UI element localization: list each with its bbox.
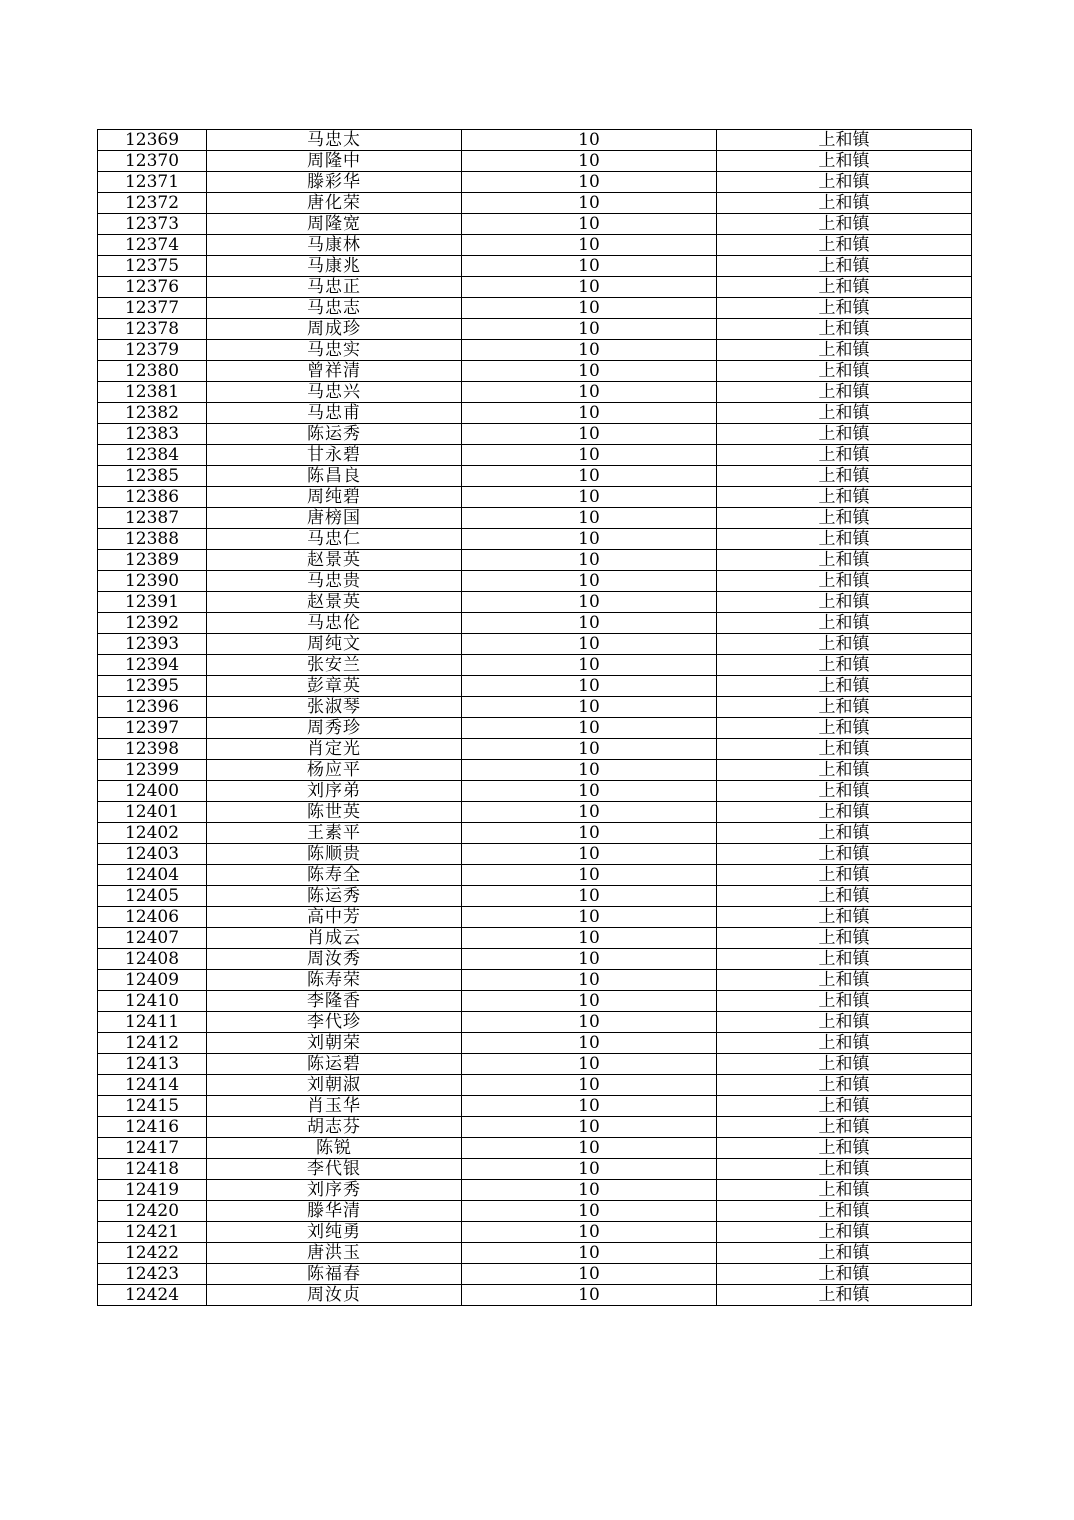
amount-cell: 10 xyxy=(462,382,717,403)
name-cell: 李代银 xyxy=(207,1159,462,1180)
amount-cell: 10 xyxy=(462,1138,717,1159)
name-cell: 李代珍 xyxy=(207,1012,462,1033)
name-cell: 陈锐 xyxy=(207,1138,462,1159)
table-row xyxy=(98,718,972,739)
town-cell: 上和镇 xyxy=(717,613,972,634)
amount-cell: 10 xyxy=(462,1012,717,1033)
table-row xyxy=(98,319,972,340)
amount-cell: 10 xyxy=(462,151,717,172)
row-number-cell: 12409 xyxy=(98,970,207,991)
table-row xyxy=(98,235,972,256)
table-row xyxy=(98,1075,972,1096)
town-cell: 上和镇 xyxy=(717,172,972,193)
row-number-cell: 12395 xyxy=(98,676,207,697)
row-number-cell: 12419 xyxy=(98,1180,207,1201)
row-number-cell: 12392 xyxy=(98,613,207,634)
row-number-cell: 12414 xyxy=(98,1075,207,1096)
town-cell: 上和镇 xyxy=(717,802,972,823)
town-cell: 上和镇 xyxy=(717,886,972,907)
town-cell: 上和镇 xyxy=(717,739,972,760)
row-number-cell: 12387 xyxy=(98,508,207,529)
table-row xyxy=(98,781,972,802)
row-number-cell: 12424 xyxy=(98,1285,207,1306)
town-cell: 上和镇 xyxy=(717,445,972,466)
row-number-cell: 12410 xyxy=(98,991,207,1012)
amount-cell: 10 xyxy=(462,235,717,256)
table-row xyxy=(98,151,972,172)
name-cell: 陈福春 xyxy=(207,1264,462,1285)
row-number-cell: 12401 xyxy=(98,802,207,823)
name-cell: 赵景英 xyxy=(207,550,462,571)
town-cell: 上和镇 xyxy=(717,865,972,886)
name-cell: 肖定光 xyxy=(207,739,462,760)
table-row xyxy=(98,508,972,529)
table-row xyxy=(98,193,972,214)
table-row xyxy=(98,739,972,760)
name-cell: 马忠兴 xyxy=(207,382,462,403)
town-cell: 上和镇 xyxy=(717,1075,972,1096)
amount-cell: 10 xyxy=(462,613,717,634)
table-row xyxy=(98,571,972,592)
row-number-cell: 12374 xyxy=(98,235,207,256)
amount-cell: 10 xyxy=(462,886,717,907)
row-number-cell: 12402 xyxy=(98,823,207,844)
amount-cell: 10 xyxy=(462,739,717,760)
amount-cell: 10 xyxy=(462,760,717,781)
town-cell: 上和镇 xyxy=(717,571,972,592)
name-cell: 陈世英 xyxy=(207,802,462,823)
town-cell: 上和镇 xyxy=(717,529,972,550)
table-row xyxy=(98,1117,972,1138)
row-number-cell: 12397 xyxy=(98,718,207,739)
amount-cell: 10 xyxy=(462,634,717,655)
row-number-cell: 12385 xyxy=(98,466,207,487)
table-row xyxy=(98,844,972,865)
amount-cell: 10 xyxy=(462,655,717,676)
row-number-cell: 12404 xyxy=(98,865,207,886)
name-cell: 曾祥清 xyxy=(207,361,462,382)
town-cell: 上和镇 xyxy=(717,403,972,424)
amount-cell: 10 xyxy=(462,907,717,928)
row-number-cell: 12375 xyxy=(98,256,207,277)
name-cell: 彭章英 xyxy=(207,676,462,697)
town-cell: 上和镇 xyxy=(717,1180,972,1201)
name-cell: 唐化荣 xyxy=(207,193,462,214)
table-row xyxy=(98,214,972,235)
name-cell: 滕华清 xyxy=(207,1201,462,1222)
row-number-cell: 12423 xyxy=(98,1264,207,1285)
name-cell: 陈昌良 xyxy=(207,466,462,487)
row-number-cell: 12418 xyxy=(98,1159,207,1180)
town-cell: 上和镇 xyxy=(717,487,972,508)
name-cell: 陈运碧 xyxy=(207,1054,462,1075)
row-number-cell: 12416 xyxy=(98,1117,207,1138)
name-cell: 周纯碧 xyxy=(207,487,462,508)
table-row xyxy=(98,760,972,781)
name-cell: 周汝秀 xyxy=(207,949,462,970)
town-cell: 上和镇 xyxy=(717,361,972,382)
amount-cell: 10 xyxy=(462,466,717,487)
table-row xyxy=(98,550,972,571)
table-row xyxy=(98,1159,972,1180)
amount-cell: 10 xyxy=(462,823,717,844)
name-cell: 李隆香 xyxy=(207,991,462,1012)
table-body xyxy=(98,130,972,1306)
amount-cell: 10 xyxy=(462,571,717,592)
table-row xyxy=(98,1054,972,1075)
row-number-cell: 12376 xyxy=(98,277,207,298)
name-cell: 周隆宽 xyxy=(207,214,462,235)
table-row xyxy=(98,1012,972,1033)
amount-cell: 10 xyxy=(462,193,717,214)
town-cell: 上和镇 xyxy=(717,1201,972,1222)
table-row xyxy=(98,1285,972,1306)
name-cell: 周秀珍 xyxy=(207,718,462,739)
town-cell: 上和镇 xyxy=(717,151,972,172)
table-row xyxy=(98,172,972,193)
row-number-cell: 12379 xyxy=(98,340,207,361)
row-number-cell: 12399 xyxy=(98,760,207,781)
town-cell: 上和镇 xyxy=(717,781,972,802)
town-cell: 上和镇 xyxy=(717,1138,972,1159)
name-cell: 陈运秀 xyxy=(207,424,462,445)
row-number-cell: 12403 xyxy=(98,844,207,865)
town-cell: 上和镇 xyxy=(717,676,972,697)
table-row xyxy=(98,592,972,613)
town-cell: 上和镇 xyxy=(717,823,972,844)
row-number-cell: 12422 xyxy=(98,1243,207,1264)
row-number-cell: 12370 xyxy=(98,151,207,172)
amount-cell: 10 xyxy=(462,172,717,193)
row-number-cell: 12411 xyxy=(98,1012,207,1033)
name-cell: 肖玉华 xyxy=(207,1096,462,1117)
row-number-cell: 12373 xyxy=(98,214,207,235)
row-number-cell: 12421 xyxy=(98,1222,207,1243)
town-cell: 上和镇 xyxy=(717,1222,972,1243)
name-cell: 周汝贞 xyxy=(207,1285,462,1306)
table-row xyxy=(98,1096,972,1117)
table-row xyxy=(98,1180,972,1201)
table-row xyxy=(98,1243,972,1264)
town-cell: 上和镇 xyxy=(717,697,972,718)
amount-cell: 10 xyxy=(462,487,717,508)
name-cell: 周纯文 xyxy=(207,634,462,655)
name-cell: 陈寿全 xyxy=(207,865,462,886)
table-row xyxy=(98,949,972,970)
table-row xyxy=(98,802,972,823)
name-cell: 张安兰 xyxy=(207,655,462,676)
name-cell: 周成珍 xyxy=(207,319,462,340)
row-number-cell: 12389 xyxy=(98,550,207,571)
amount-cell: 10 xyxy=(462,529,717,550)
table-row xyxy=(98,823,972,844)
table-row xyxy=(98,403,972,424)
amount-cell: 10 xyxy=(462,277,717,298)
name-cell: 刘朝荣 xyxy=(207,1033,462,1054)
amount-cell: 10 xyxy=(462,361,717,382)
amount-cell: 10 xyxy=(462,970,717,991)
amount-cell: 10 xyxy=(462,1222,717,1243)
name-cell: 陈寿荣 xyxy=(207,970,462,991)
row-number-cell: 12384 xyxy=(98,445,207,466)
row-number-cell: 12391 xyxy=(98,592,207,613)
town-cell: 上和镇 xyxy=(717,466,972,487)
amount-cell: 10 xyxy=(462,508,717,529)
table-row xyxy=(98,361,972,382)
row-number-cell: 12400 xyxy=(98,781,207,802)
data-table xyxy=(97,129,972,1306)
table-row xyxy=(98,466,972,487)
amount-cell: 10 xyxy=(462,130,717,151)
table-row xyxy=(98,1138,972,1159)
row-number-cell: 12393 xyxy=(98,634,207,655)
name-cell: 甘永碧 xyxy=(207,445,462,466)
town-cell: 上和镇 xyxy=(717,298,972,319)
town-cell: 上和镇 xyxy=(717,718,972,739)
town-cell: 上和镇 xyxy=(717,1012,972,1033)
name-cell: 张淑琴 xyxy=(207,697,462,718)
table-row xyxy=(98,865,972,886)
name-cell: 刘朝淑 xyxy=(207,1075,462,1096)
name-cell: 马忠志 xyxy=(207,298,462,319)
amount-cell: 10 xyxy=(462,424,717,445)
amount-cell: 10 xyxy=(462,1075,717,1096)
name-cell: 胡志芬 xyxy=(207,1117,462,1138)
town-cell: 上和镇 xyxy=(717,1285,972,1306)
town-cell: 上和镇 xyxy=(717,277,972,298)
town-cell: 上和镇 xyxy=(717,844,972,865)
name-cell: 陈顺贵 xyxy=(207,844,462,865)
amount-cell: 10 xyxy=(462,1264,717,1285)
town-cell: 上和镇 xyxy=(717,907,972,928)
name-cell: 赵景英 xyxy=(207,592,462,613)
town-cell: 上和镇 xyxy=(717,1054,972,1075)
amount-cell: 10 xyxy=(462,1180,717,1201)
town-cell: 上和镇 xyxy=(717,193,972,214)
row-number-cell: 12390 xyxy=(98,571,207,592)
table-row xyxy=(98,655,972,676)
amount-cell: 10 xyxy=(462,865,717,886)
town-cell: 上和镇 xyxy=(717,1096,972,1117)
name-cell: 杨应平 xyxy=(207,760,462,781)
name-cell: 唐榜国 xyxy=(207,508,462,529)
name-cell: 马康兆 xyxy=(207,256,462,277)
row-number-cell: 12386 xyxy=(98,487,207,508)
name-cell: 马忠甫 xyxy=(207,403,462,424)
town-cell: 上和镇 xyxy=(717,214,972,235)
row-number-cell: 12406 xyxy=(98,907,207,928)
table-row xyxy=(98,487,972,508)
row-number-cell: 12398 xyxy=(98,739,207,760)
row-number-cell: 12415 xyxy=(98,1096,207,1117)
name-cell: 滕彩华 xyxy=(207,172,462,193)
amount-cell: 10 xyxy=(462,928,717,949)
amount-cell: 10 xyxy=(462,298,717,319)
name-cell: 高中芳 xyxy=(207,907,462,928)
amount-cell: 10 xyxy=(462,1033,717,1054)
table-row xyxy=(98,529,972,550)
amount-cell: 10 xyxy=(462,697,717,718)
row-number-cell: 12405 xyxy=(98,886,207,907)
row-number-cell: 12413 xyxy=(98,1054,207,1075)
table-row xyxy=(98,298,972,319)
name-cell: 唐洪玉 xyxy=(207,1243,462,1264)
amount-cell: 10 xyxy=(462,1054,717,1075)
table-row xyxy=(98,130,972,151)
table-row xyxy=(98,613,972,634)
town-cell: 上和镇 xyxy=(717,235,972,256)
row-number-cell: 12388 xyxy=(98,529,207,550)
name-cell: 马忠仁 xyxy=(207,529,462,550)
table-row xyxy=(98,424,972,445)
table-row xyxy=(98,676,972,697)
table-row xyxy=(98,928,972,949)
amount-cell: 10 xyxy=(462,781,717,802)
town-cell: 上和镇 xyxy=(717,1033,972,1054)
table-row xyxy=(98,634,972,655)
amount-cell: 10 xyxy=(462,403,717,424)
town-cell: 上和镇 xyxy=(717,1264,972,1285)
table-row xyxy=(98,970,972,991)
name-cell: 马忠正 xyxy=(207,277,462,298)
table-row xyxy=(98,382,972,403)
name-cell: 王素平 xyxy=(207,823,462,844)
town-cell: 上和镇 xyxy=(717,970,972,991)
name-cell: 刘序弟 xyxy=(207,781,462,802)
town-cell: 上和镇 xyxy=(717,634,972,655)
amount-cell: 10 xyxy=(462,1201,717,1222)
name-cell: 陈运秀 xyxy=(207,886,462,907)
amount-cell: 10 xyxy=(462,1159,717,1180)
town-cell: 上和镇 xyxy=(717,1117,972,1138)
table-row xyxy=(98,340,972,361)
row-number-cell: 12408 xyxy=(98,949,207,970)
town-cell: 上和镇 xyxy=(717,1243,972,1264)
town-cell: 上和镇 xyxy=(717,655,972,676)
row-number-cell: 12407 xyxy=(98,928,207,949)
amount-cell: 10 xyxy=(462,445,717,466)
amount-cell: 10 xyxy=(462,844,717,865)
amount-cell: 10 xyxy=(462,256,717,277)
row-number-cell: 12394 xyxy=(98,655,207,676)
town-cell: 上和镇 xyxy=(717,550,972,571)
amount-cell: 10 xyxy=(462,592,717,613)
row-number-cell: 12417 xyxy=(98,1138,207,1159)
town-cell: 上和镇 xyxy=(717,592,972,613)
row-number-cell: 12396 xyxy=(98,697,207,718)
town-cell: 上和镇 xyxy=(717,256,972,277)
amount-cell: 10 xyxy=(462,1096,717,1117)
row-number-cell: 12378 xyxy=(98,319,207,340)
table-row xyxy=(98,445,972,466)
row-number-cell: 12412 xyxy=(98,1033,207,1054)
town-cell: 上和镇 xyxy=(717,1159,972,1180)
town-cell: 上和镇 xyxy=(717,949,972,970)
amount-cell: 10 xyxy=(462,1243,717,1264)
name-cell: 马忠实 xyxy=(207,340,462,361)
row-number-cell: 12377 xyxy=(98,298,207,319)
amount-cell: 10 xyxy=(462,1285,717,1306)
table-row xyxy=(98,907,972,928)
amount-cell: 10 xyxy=(462,340,717,361)
amount-cell: 10 xyxy=(462,718,717,739)
name-cell: 肖成云 xyxy=(207,928,462,949)
town-cell: 上和镇 xyxy=(717,319,972,340)
row-number-cell: 12371 xyxy=(98,172,207,193)
town-cell: 上和镇 xyxy=(717,991,972,1012)
town-cell: 上和镇 xyxy=(717,130,972,151)
town-cell: 上和镇 xyxy=(717,508,972,529)
row-number-cell: 12381 xyxy=(98,382,207,403)
table-row xyxy=(98,277,972,298)
row-number-cell: 12372 xyxy=(98,193,207,214)
town-cell: 上和镇 xyxy=(717,340,972,361)
town-cell: 上和镇 xyxy=(717,928,972,949)
name-cell: 马康林 xyxy=(207,235,462,256)
table-row xyxy=(98,256,972,277)
table-row xyxy=(98,886,972,907)
name-cell: 刘纯勇 xyxy=(207,1222,462,1243)
name-cell: 马忠太 xyxy=(207,130,462,151)
row-number-cell: 12420 xyxy=(98,1201,207,1222)
name-cell: 周隆中 xyxy=(207,151,462,172)
name-cell: 马忠贵 xyxy=(207,571,462,592)
town-cell: 上和镇 xyxy=(717,382,972,403)
row-number-cell: 12382 xyxy=(98,403,207,424)
amount-cell: 10 xyxy=(462,1117,717,1138)
amount-cell: 10 xyxy=(462,802,717,823)
row-number-cell: 12369 xyxy=(98,130,207,151)
town-cell: 上和镇 xyxy=(717,760,972,781)
amount-cell: 10 xyxy=(462,319,717,340)
table-row xyxy=(98,1201,972,1222)
amount-cell: 10 xyxy=(462,949,717,970)
amount-cell: 10 xyxy=(462,550,717,571)
table-row xyxy=(98,1033,972,1054)
table-row xyxy=(98,697,972,718)
row-number-cell: 12380 xyxy=(98,361,207,382)
amount-cell: 10 xyxy=(462,991,717,1012)
amount-cell: 10 xyxy=(462,214,717,235)
amount-cell: 10 xyxy=(462,676,717,697)
table-row xyxy=(98,1264,972,1285)
table-row xyxy=(98,991,972,1012)
table-row xyxy=(98,1222,972,1243)
name-cell: 马忠伦 xyxy=(207,613,462,634)
town-cell: 上和镇 xyxy=(717,424,972,445)
name-cell: 刘序秀 xyxy=(207,1180,462,1201)
row-number-cell: 12383 xyxy=(98,424,207,445)
